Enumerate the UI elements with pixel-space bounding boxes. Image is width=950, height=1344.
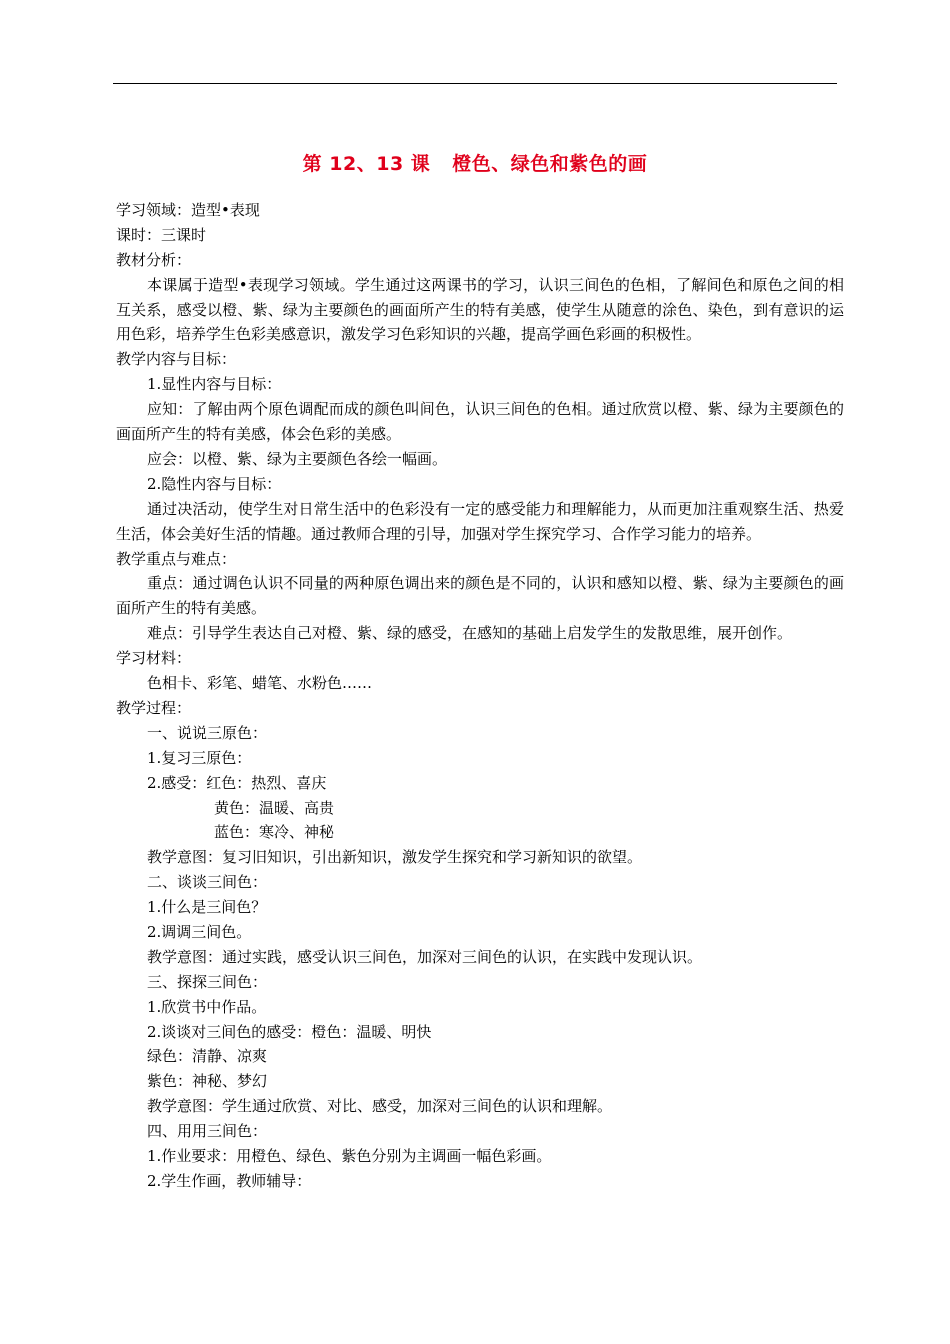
- title-lesson-name: 橙色、绿色和紫色的画: [452, 153, 648, 175]
- step-3-item-1: 1.欣赏书中作品。: [147, 997, 267, 1016]
- step-3-intent: 教学意图：学生通过欣赏、对比、感受，加深对三间色的认识和理解。: [147, 1097, 613, 1116]
- step-2-item-2: 2.调调三间色。: [147, 922, 252, 941]
- field-domain: 学习领域：造型•表现: [116, 201, 260, 219]
- page-title: [0, 149, 950, 176]
- subheading-explicit: 1.显性内容与目标：: [147, 375, 282, 394]
- heading-materials: 学习材料：: [116, 649, 192, 668]
- heading-analysis: 教材分析：: [116, 250, 192, 269]
- step-2-heading: 二、谈谈三间色：: [147, 873, 268, 892]
- document-body: [116, 198, 844, 1194]
- step-2-item-1: 1.什么是三间色？: [147, 898, 267, 917]
- field-hours: 课时：三课时: [116, 225, 207, 244]
- step-1-item-1: 1.复习三原色：: [147, 748, 252, 767]
- difficulty-line: 难点：引导学生表达自己对橙、紫、绿的感受，在感知的基础上启发学生的发散思维，展开创作。: [147, 624, 793, 643]
- implicit-paragraph: 通过决活动，使学生对日常生活中的色彩没有一定的感受能力和理解能力，从而更加注重观察生活、热爱生活，体会美好生活的情趣。通过教师合理的引导，加强对学生探究学习、合作学习能力的培养。: [116, 499, 844, 543]
- title-lesson-number: 第 12、13 课: [302, 153, 431, 175]
- subheading-implicit: 2.隐性内容与目标：: [147, 474, 282, 493]
- step-4-item-1: 1.作业要求：用橙色、绿色、紫色分别为主调画一幅色彩画。: [147, 1146, 552, 1165]
- explicit-skill-line: 应会：以橙、紫、绿为主要颜色各绘一幅画。: [147, 449, 448, 468]
- key-point-paragraph: 重点：通过调色认识不同量的两种原色调出来的颜色是不同的，认识和感知以橙、紫、绿为主要颜色的画面所产生的特有美感。: [116, 574, 844, 618]
- step-1-yellow: 黄色：温暖、高贵: [214, 798, 335, 817]
- explicit-know-paragraph: 应知：了解由两个原色调配而成的颜色叫间色，认识三间色的色相。通过欣赏以橙、紫、绿为主要颜色的画面所产生的特有美感，体会色彩的美感。: [116, 400, 844, 444]
- heading-key-points: 教学重点与难点：: [116, 549, 237, 568]
- materials-line: 色相卡、彩笔、蜡笔、水粉色……: [147, 674, 373, 693]
- step-3-item-2: 2.谈谈对三间色的感受：橙色：温暖、明快: [147, 1022, 432, 1041]
- step-1-intent: 教学意图：复习旧知识，引出新知识，激发学生探究和学习新知识的欲望。: [147, 848, 643, 867]
- heading-content-goals: 教学内容与目标：: [116, 350, 237, 369]
- header-rule: [113, 83, 837, 84]
- step-4-heading: 四、用用三间色：: [147, 1122, 268, 1141]
- step-1-blue: 蓝色：寒冷、神秘: [214, 823, 335, 842]
- step-1-item-2: 2.感受：红色：热烈、喜庆: [147, 773, 327, 792]
- step-2-intent: 教学意图：通过实践，感受认识三间色，加深对三间色的认识，在实践中发现认识。: [147, 947, 703, 966]
- analysis-paragraph: 本课属于造型•表现学习领域。学生通过这两课书的学习，认识三间色的色相，了解间色和原色之间的相互关系，感受以橙、紫、绿为主要颜色的画面所产生的特有美感，使学生从随意的涂色、染色，到有意识的运用色彩，培养学生色彩美感意识，激发学习色彩知识的兴趣，提高学画色彩画的积极性。: [116, 275, 844, 344]
- step-1-heading: 一、说说三原色：: [147, 723, 268, 742]
- heading-process: 教学过程：: [116, 698, 192, 717]
- step-3-heading: 三、探探三间色：: [147, 972, 268, 991]
- step-4-item-2: 2.学生作画，教师辅导：: [147, 1171, 312, 1190]
- step-3-green: 绿色：清静、凉爽: [147, 1047, 268, 1066]
- step-3-purple: 紫色：神秘、梦幻: [147, 1072, 268, 1091]
